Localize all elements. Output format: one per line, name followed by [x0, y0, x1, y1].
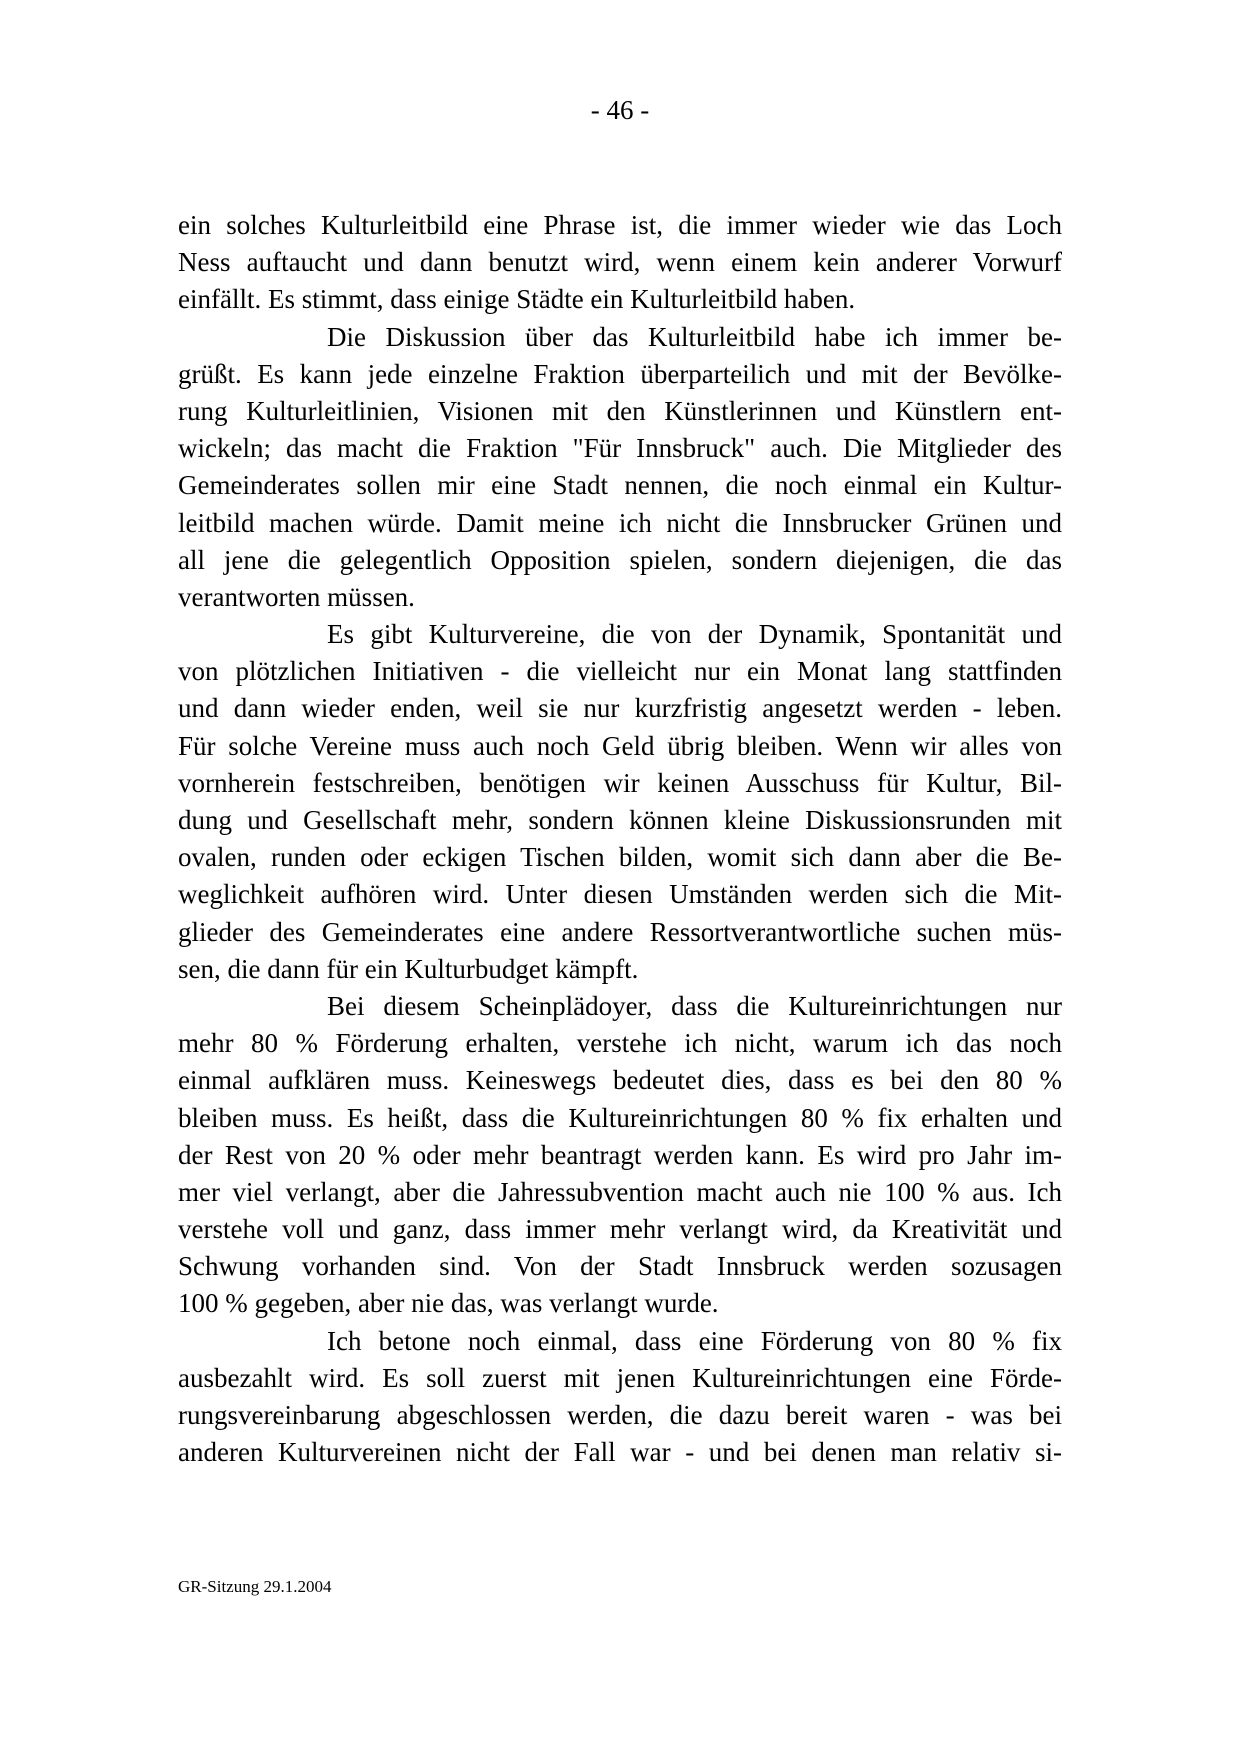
page-number: - 46 - — [590, 95, 650, 125]
text-line: der Rest von 20 % oder mehr beantragt werden kann. Es wird pro Jahr im- — [178, 1139, 1062, 1170]
text-line: Schwung vorhanden sind. Von der Stadt Innsbruck werden sozusagen — [178, 1251, 1062, 1282]
text-line: einmal aufklären muss. Keineswegs bedeutet dies, dass es bei den 80 % — [178, 1065, 1062, 1096]
text-line: ovalen, runden oder eckigen Tischen bilden, womit sich dann aber die Be- — [178, 842, 1062, 873]
text-line: Gemeinderates sollen mir eine Stadt nennen, die noch einmal ein Kultur- — [178, 470, 1062, 501]
text-line: glieder des Gemeinderates eine andere Ressortverantwortliche suchen müs- — [178, 916, 1062, 947]
text-line: von plötzlichen Initiativen - die vielleicht nur ein Monat lang stattfinden — [178, 656, 1062, 687]
text-line: rung Kulturleitlinien, Visionen mit den Künstlerinnen und Künstlern ent- — [178, 395, 1062, 426]
text-line: verantworten müssen. — [178, 581, 415, 612]
text-line: mehr 80 % Förderung erhalten, verstehe ich nicht, warum ich das noch — [178, 1028, 1062, 1059]
paragraph-start-line: Bei diesem Scheinplädoyer, dass die Kultureinrichtungen nur — [327, 990, 1062, 1021]
text-line: Für solche Vereine muss auch noch Geld übrig bleiben. Wenn wir alles von — [178, 730, 1062, 761]
text-line: rungsvereinbarung abgeschlossen werden, die dazu bereit waren - was bei — [178, 1400, 1062, 1430]
text-line: grüßt. Es kann jede einzelne Fraktion überparteilich und mit der Bevölke- — [178, 358, 1062, 389]
text-line: einfällt. Es stimmt, dass einige Städte ein Kulturleitbild haben. — [178, 284, 856, 315]
footer-session-date: GR-Sitzung 29.1.2004 — [178, 1577, 332, 1596]
text-line: ausbezahlt wird. Es soll zuerst mit jenen Kultureinrichtungen eine Förde- — [178, 1362, 1062, 1393]
text-line: verstehe voll und ganz, dass immer mehr verlangt wird, da Kreativität und — [178, 1214, 1062, 1245]
text-line: Ness auftaucht und dann benutzt wird, wenn einem kein anderer Vorwurf — [178, 247, 1062, 278]
text-line: vornherein festschreiben, benötigen wir keinen Ausschuss für Kultur, Bil- — [178, 767, 1062, 798]
paragraph-start-line: Es gibt Kulturvereine, die von der Dynamik, Spontanität und — [327, 619, 1062, 650]
text-line: mer viel verlangt, aber die Jahressubvention macht auch nie 100 % aus. Ich — [178, 1176, 1062, 1207]
text-line: all jene die gelegentlich Opposition spielen, sondern diejenigen, die das — [178, 544, 1062, 575]
text-line: 100 % gegeben, aber nie das, was verlangt wurde. — [178, 1288, 719, 1319]
text-line: leitbild machen würde. Damit meine ich nicht die Innsbrucker Grünen und — [178, 507, 1062, 538]
paragraph-start-line: Ich betone noch einmal, dass eine Förderung von 80 % fix — [327, 1325, 1062, 1356]
text-line: ein solches Kulturleitbild eine Phrase ist, die immer wieder wie das Loch — [178, 210, 1062, 240]
text-line: und dann wieder enden, weil sie nur kurzfristig angesetzt werden - leben. — [178, 693, 1062, 724]
body-text — [178, 207, 1062, 1471]
text-line: bleiben muss. Es heißt, dass die Kultureinrichtungen 80 % fix erhalten und — [178, 1102, 1062, 1133]
text-line: anderen Kulturvereinen nicht der Fall war - und bei denen man relativ si- — [178, 1437, 1062, 1468]
text-line: wickeln; das macht die Fraktion "Für Innsbruck" auch. Die Mitglieder des — [178, 433, 1062, 464]
text-line: weglichkeit aufhören wird. Unter diesen Umständen werden sich die Mit- — [178, 879, 1062, 910]
text-line: sen, die dann für ein Kulturbudget kämpft. — [178, 953, 639, 984]
paragraph-start-line: Die Diskussion über das Kulturleitbild habe ich immer be- — [327, 321, 1062, 352]
text-line: dung und Gesellschaft mehr, sondern können kleine Diskussionsrunden mit — [178, 805, 1062, 835]
